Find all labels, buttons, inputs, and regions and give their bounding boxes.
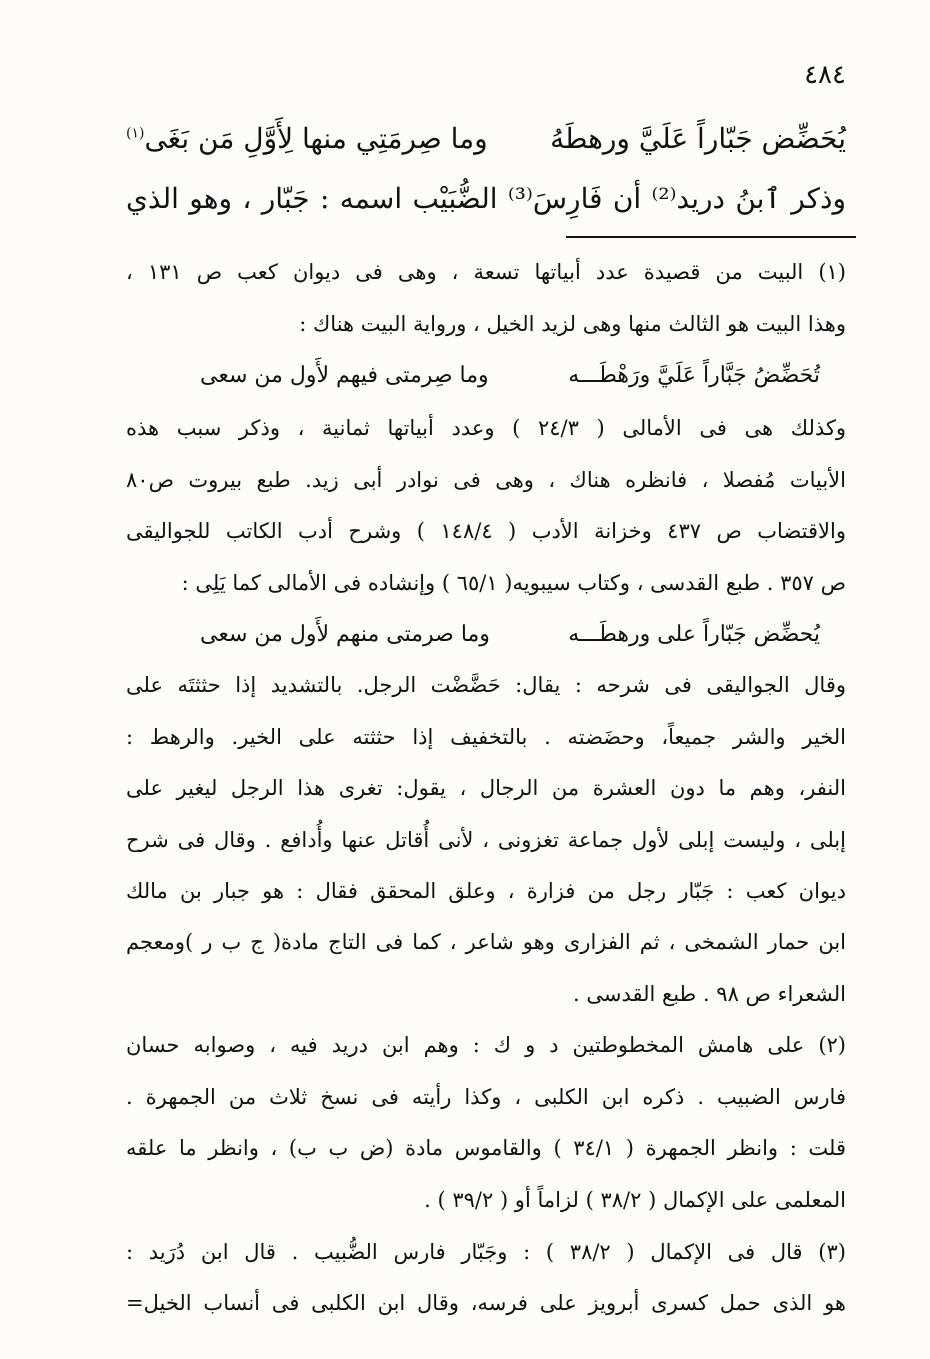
main-text-line: وذكر ٱبنُ دريد⁽²⁾ أن فَارِسَ⁽³⁾ الضُّبَيْب اسمه : جَبّار ، وهو الذي: [126, 182, 847, 215]
footnote-line: والاقتضاب ص ٤٣٧ وخزانة الأدب ( ١٤٨/٤ ) وشرح أدب الكاتب للجواليقى: [126, 519, 846, 543]
footnote-line: وقال الجواليقى فى شرحه : يقال: حَضَّضْت الرجل. بالتشديد إذا حثثتَه على: [126, 673, 846, 697]
footnote-line: فارس الضبيب . ذكره ابن الكلبى ، وكذا رأيته فى نسخ ثلاث من الجمهرة .: [126, 1085, 846, 1109]
footnote-line: هو الذى حمل كسرى أبرويز على فرسه، وقال ابن الكلبى فى أنساب الخيل=: [126, 1291, 846, 1315]
footnote-line: وكذلك هى فى الأمالى ( ٢٤/٣ ) وعدد أبياتها ثمانية ، وذكر سبب هذه: [126, 416, 847, 440]
page-number: ٤٨٤: [804, 60, 846, 90]
footnote-verse: [200, 363, 820, 388]
main-verse-text-2: وما صِرمَتِي منها لِأَوَّلِ مَن بَغَى: [144, 122, 488, 155]
footnote-verse-hemistich-2: وما صرمتى منهم لأَول من سعى: [200, 622, 490, 647]
footnote-line: (٢) على هامش المخطوطتين د و ك : وهم ابن دريد فيه ، وصوابه حسان: [126, 1033, 846, 1057]
main-verse-hemistich-1: [550, 122, 846, 155]
footnote-line: ص ٣٥٧ . طبع القدسى ، وكتاب سيبويه( ٦٥/١ ) وإنشاده فى الأمالى كما يَلِى :: [181, 571, 846, 595]
footnote-line: (١) البيت من قصيدة عدد أبياتها تسعة ، وهى فى ديوان كعب ص ١٣١ ،: [126, 260, 846, 284]
footnote-line: الخير والشر جميعاً، وحضَضته . بالتخفيف إذا حثثته على الخير. والرهط :: [126, 725, 846, 749]
footnote-verse-hemistich-2: وما صِرمتى فيهم لأَول من سعى: [200, 363, 489, 388]
footnote-line: المعلمى على الإكمال ( ٣٨/٢ ) لزاماً أو ( ٣٩/٢ ) .: [424, 1188, 846, 1212]
footnote-verse-hemistich-1: تُحَضِّضُ جَبَّاراً عَلَيَّ ورَهْطَـــه: [568, 363, 820, 388]
main-verse-hemistich-2: [126, 122, 488, 155]
footnote-verse-hemistich-1: يُحضِّض جَبّاراً على ورهطَـــه: [568, 622, 820, 647]
footnote-line: وهذا البيت هو الثالث منها وهى لزيد الخيل ، ورواية البيت هناك :: [299, 312, 846, 336]
footnote-verse: [200, 622, 820, 647]
footnote-line: الأبيات مُفصلا ، فانظره هناك ، وهى فى نوادر أبى زيد. طبع بيروت ص٨٠: [126, 468, 846, 492]
footnote-line: الشعراء ص ٩٨ . طبع القدسى .: [573, 982, 846, 1006]
footnote-line: النفر، وهم ما دون العشرة من الرجال ، يقول: تغرى هذا الرجل ليغير على: [126, 776, 846, 800]
footnote-line: إبلى ، وليست إبلى لأول جماعة تغزونى ، لأنى أُقاتل عنها وأُدافع . وقال فى شرح: [126, 828, 846, 852]
footnote-line: (٣) قال فى الإكمال ( ٣٨/٢ ) : وجَبّار فارس الضُّبيب . قال ابن دُرَيد :: [126, 1240, 846, 1264]
footnote-line: قلت : وانظر الجمهرة ( ٣٤/١ ) والقاموس مادة (ض ب ب) ، وانظر ما علقه: [126, 1136, 846, 1160]
footnote-separator: [566, 236, 856, 238]
footnote-line: ابن حمار الشمخى ، ثم الفزارى وهو شاعر ، كما فى التاج مادة( ج ب ر )ومعجم: [126, 930, 846, 954]
footnote-line: ديوان كعب : جَبّار رجل من فزارة ، وعلق المحقق فقال : هو جبار بن مالك: [126, 879, 846, 903]
footnote-ref-1: (١): [126, 125, 145, 142]
main-verse: [126, 122, 846, 155]
main-verse-text-1: يُحَضِّض جَبّاراً عَلَيَّ ورهطَهُ: [550, 122, 846, 155]
